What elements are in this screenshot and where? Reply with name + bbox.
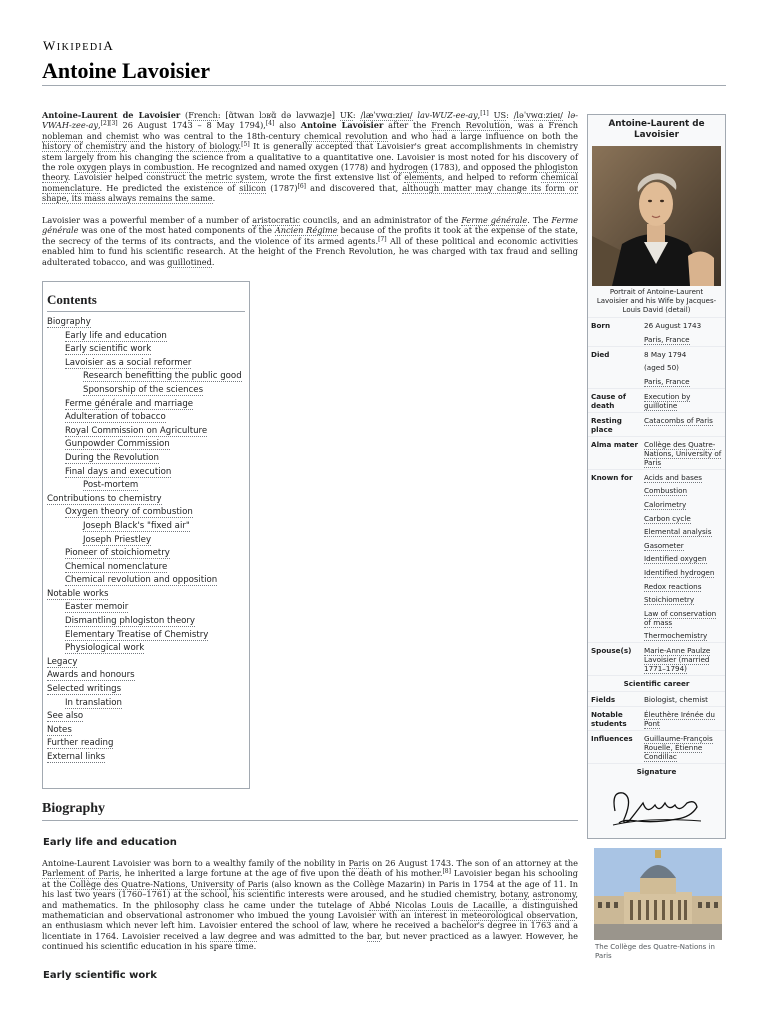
infobox-row (588, 412, 725, 436)
toc-item-label: Oxygen theory of combustion (65, 507, 193, 518)
infobox-link[interactable]: Calorimetry (644, 499, 687, 509)
text-run: : [ɑ̃twan lɔʁɑ̃ də lavwazje] (217, 110, 340, 120)
infobox-row (588, 706, 725, 730)
inline-link[interactable]: although matter may change its form or shape, its mass always remains the same (42, 182, 578, 204)
toc-item[interactable] (47, 534, 245, 548)
toc-item-label: Chemical revolution and opposition (65, 575, 218, 586)
infobox-link[interactable]: Carbon cycle (644, 513, 691, 523)
inline-link[interactable]: French (188, 110, 218, 120)
toc-item-label: Ferme générale and marriage (65, 398, 194, 409)
text-run: Lavoisier was a powerful member of a number of (42, 215, 253, 225)
text-run: who was central to the 18th-century (138, 130, 305, 141)
text-run: . He predicted the existence of (99, 182, 240, 193)
inline-link[interactable]: Abbé Nicolas Louis de Lacaille (369, 899, 506, 910)
toc-item[interactable] (47, 506, 245, 520)
toc-item-label: Adulteration of tobacco (65, 412, 166, 423)
citation-reference[interactable]: [5] (241, 141, 250, 149)
text-run: , but never practiced as a lawyer. However, he continued his scientific education in his spare time. (42, 930, 578, 952)
inline-link[interactable]: bar (366, 930, 381, 941)
text-run: and the (126, 141, 166, 152)
inline-link[interactable]: botany (500, 889, 528, 900)
text-run: . The (527, 215, 552, 225)
inline-link[interactable]: Ancien Régime (274, 225, 338, 236)
infobox-link[interactable]: Guillaume-François Rouelle, Étienne Condillac (644, 734, 713, 762)
section-divider (42, 820, 578, 821)
toc-item-label: Gunpowder Commission (65, 439, 170, 450)
text-run: All of these political and economic activities enabled him to fund his scientific research. At the height of the French Revolution, he was charged with tax fraud and selling adulterated tobacco, and was (42, 235, 578, 267)
toc-item[interactable] (47, 710, 245, 724)
wikipedia-wordmark[interactable]: WIKIPEDIA (43, 38, 115, 53)
infobox-label: Alma mater (591, 439, 639, 449)
infobox-link[interactable]: Law of conservation of mass (644, 608, 717, 627)
section-heading-biography: Biography (42, 801, 106, 816)
inline-link[interactable]: phlogiston theory (42, 162, 578, 183)
toc-item-label: Legacy (47, 656, 78, 667)
infobox-text: 26 August 1743 (644, 321, 702, 330)
toc-item-label: During the Revolution (65, 452, 159, 463)
toc-item-label: Awards and honours (47, 670, 135, 681)
text-run: . Lavoisier helped construct the (67, 172, 206, 183)
infobox-row (588, 469, 725, 643)
lead-paragraph-2 (42, 215, 578, 267)
text-run: , and mathematics. In the philosophy class he came under the tutelage of (42, 889, 578, 910)
toc-list (47, 316, 245, 765)
infobox-career-rows (588, 691, 725, 763)
infobox-value (644, 392, 722, 410)
toc-item[interactable] (47, 751, 245, 765)
inline-link[interactable]: silicon (239, 182, 267, 193)
infobox-row (588, 730, 725, 763)
infobox-link[interactable]: Paris, France (644, 376, 690, 386)
text-run: 26 August 1743 – 8 May 1794), (117, 120, 266, 131)
text-run: Lavoisier began his schooling at the (42, 868, 578, 889)
infobox-text: Biologist, chemist (644, 695, 708, 705)
subsection-heading-early-scientific-work: Early scientific work (43, 970, 157, 981)
toc-item[interactable] (47, 737, 245, 751)
infobox-link[interactable]: Identified hydrogen (644, 567, 715, 577)
text-run: , a distinguished mathematician and observational astronomer who imbued the young Lavoisier with an interest in (42, 899, 579, 921)
infobox-link[interactable]: Catacombs of Paris (644, 415, 713, 425)
toc-item[interactable] (47, 384, 245, 398)
text-run: (1783), and opposed the (428, 162, 535, 173)
text-run: . (211, 256, 215, 267)
toc-item[interactable] (47, 493, 245, 507)
infobox-link[interactable]: Acids and bases (644, 472, 703, 482)
infobox-text: 8 May 1794 (644, 349, 687, 359)
inline-link[interactable]: meteorological observation (461, 910, 576, 921)
text-run: . He recognized and named oxygen (1778) and (191, 162, 389, 173)
infobox-label: Born (591, 321, 611, 330)
toc-item-label: Elementary Treatise of Chemistry (65, 629, 209, 640)
toc-item-label: Joseph Priestley (83, 534, 152, 545)
title-divider (42, 85, 726, 86)
inline-link[interactable]: /læˈvwɑːzieɪ/ (360, 110, 413, 120)
text-run: . (212, 193, 216, 204)
toc-item-label: Sponsorship of the sciences (83, 384, 204, 395)
inline-link[interactable]: metric system (205, 172, 265, 183)
text-run: Ferme générale (42, 215, 578, 236)
toc-item[interactable] (47, 669, 245, 683)
page-title: Antoine Lavoisier (42, 58, 211, 83)
infobox (587, 114, 726, 839)
infobox-label: Spouse(s) (591, 646, 632, 656)
signature-image[interactable] (607, 781, 707, 827)
infobox-link[interactable]: Combustion (644, 486, 688, 496)
toc-item[interactable] (47, 398, 245, 412)
infobox-link[interactable]: Stoichiometry (644, 595, 695, 605)
infobox-career-heading: Scientific career (588, 675, 725, 691)
citation-reference[interactable]: [8] (442, 868, 451, 876)
inline-link[interactable]: elements (404, 172, 442, 183)
infobox-row (588, 388, 725, 412)
toc-item[interactable] (47, 438, 245, 452)
inline-link[interactable]: history of biology (165, 141, 239, 152)
infobox-link[interactable]: Éleuthère Irénée du Pont (644, 710, 715, 729)
college-image-caption: The Collège des Quatre-Nations in Paris (595, 943, 715, 960)
text-run (489, 110, 494, 120)
toc-item-label: Easter memoir (65, 602, 129, 613)
text-run: , (477, 110, 481, 120)
infobox-label: Died (591, 349, 610, 359)
text-run: (1787) (266, 182, 298, 193)
text-run: and (82, 130, 107, 141)
toc-title: Contents (47, 292, 245, 312)
toc-item[interactable] (47, 316, 245, 330)
text-run: and was admitted to the (257, 930, 367, 941)
toc-item[interactable] (47, 466, 245, 480)
toc-item[interactable] (47, 330, 245, 344)
infobox-link[interactable]: Thermochemistry (644, 631, 708, 641)
toc-item[interactable] (47, 574, 245, 588)
text-run: , was a French (510, 120, 578, 131)
toc-item-label: Early scientific work (65, 344, 152, 355)
toc-item-label: Lavoisier as a social reformer (65, 357, 192, 368)
text-run: Antoine Lavoisier (300, 120, 384, 131)
toc-item-label: Biography (47, 317, 91, 327)
toc-item[interactable] (47, 547, 245, 561)
inline-link[interactable]: hydrogen (388, 162, 429, 173)
text-run: plays in (106, 162, 144, 173)
infobox-value (644, 473, 722, 641)
toc-item-label: Dismantling phlogiston theory (65, 616, 195, 627)
toc-item-label: Chemical nomenclature (65, 561, 168, 572)
toc-item-label: Royal Commission on Agriculture (65, 425, 208, 436)
infobox-row (588, 436, 725, 469)
inline-link[interactable]: oxygen (76, 162, 107, 173)
toc-item[interactable] (47, 357, 245, 371)
toc-item-label: Joseph Black's "fixed air" (83, 520, 190, 531)
college-quatre-nations-image[interactable] (594, 848, 722, 940)
inline-link[interactable]: Ferme générale (461, 215, 528, 225)
toc-item[interactable] (47, 370, 245, 384)
infobox-value (644, 440, 722, 467)
toc-item[interactable] (47, 642, 245, 656)
infobox-value (644, 416, 722, 434)
toc-item-label: Pioneer of stoichiometry (65, 548, 170, 559)
inline-link[interactable]: chemical nomenclature (42, 172, 578, 193)
inline-link[interactable]: chemist (106, 130, 139, 141)
infobox-value (644, 734, 722, 761)
infobox-label: Cause of death (591, 391, 626, 410)
toc-item[interactable] (47, 588, 245, 602)
toc-item-label: Contributions to chemistry (47, 493, 162, 504)
text-run: after the (383, 120, 432, 131)
text-run: was one of the most hated components of the (78, 225, 275, 236)
infobox-label: Fields (591, 695, 616, 705)
early-life-paragraph (42, 858, 578, 952)
toc-item-label: Selected writings (47, 684, 122, 695)
subsection-heading-early-life: Early life and education (43, 837, 177, 848)
inline-link[interactable]: /ləˈvwɑːzieɪ/ (513, 110, 563, 120)
text-run: : (506, 110, 514, 120)
toc-item-label: Post-mortem (83, 480, 139, 491)
citation-reference[interactable]: [7] (378, 235, 387, 243)
inline-link[interactable]: chemical revolution (304, 130, 388, 141)
text-run: , he inherited a large fortune at the age of five upon the death of his mother. (119, 868, 443, 879)
infobox-label: Influences (591, 734, 633, 744)
infobox-row (588, 691, 725, 706)
text-run: also (274, 120, 301, 131)
text-run: It is generally accepted that Lavoisier's great accomplishments in chemistry stem largely from his changing the science from a qualitative to a quantitative one. Lavoisier is most noted for his discovery of the role (42, 141, 578, 173)
toc-item[interactable] (47, 683, 245, 697)
toc-item[interactable] (47, 343, 245, 357)
infobox-link[interactable]: Marie-Anne Paulze Lavoisier (married 1771–1794) (644, 646, 711, 674)
toc-item[interactable] (47, 425, 245, 439)
portrait-image[interactable] (592, 146, 721, 286)
toc-item[interactable] (47, 452, 245, 466)
inline-link[interactable]: UK (339, 110, 353, 120)
infobox-link[interactable]: Paris, France (644, 334, 690, 344)
text-run: and discovered that, (306, 182, 403, 193)
infobox-link[interactable]: Gasometer (644, 540, 684, 550)
inline-link[interactable]: nobleman (42, 130, 83, 141)
toc-item[interactable] (47, 656, 245, 670)
toc-item[interactable] (47, 479, 245, 493)
citation-reference[interactable]: [6] (297, 182, 307, 190)
infobox-label: Resting place (591, 415, 622, 434)
text-run: ( (180, 110, 189, 120)
infobox-link[interactable]: Collège des Quatre-Nations, University of Paris (644, 439, 722, 467)
infobox-value (644, 350, 722, 386)
lead-paragraph-1 (42, 110, 578, 204)
text-run: , and helped to reform (441, 172, 541, 183)
infobox-link[interactable]: Identified oxygen (644, 554, 707, 564)
text-run: , (527, 889, 533, 900)
infobox-label: Notable students (591, 710, 627, 729)
portrait-caption: Portrait of Antoine-Laurent Lavoisier and his Wife by Jacques-Louis David (detail) (596, 288, 717, 314)
toc-item-label: Further reading (47, 738, 114, 749)
inline-link[interactable]: Parlement of Paris (42, 868, 120, 879)
toc-item-label: Physiological work (65, 643, 145, 654)
text-run: on 26 August 1743. The son of an attorney at the (369, 858, 579, 868)
inline-link[interactable]: astronomy (532, 889, 576, 900)
infobox-value (644, 695, 722, 704)
text-run: councils, and an administrator of the (299, 215, 462, 225)
toc-item[interactable] (47, 615, 245, 629)
text-run: , an enthusiasm which never left him. Lavoisier entered the school of law, where he received a bachelor's degree in 1763 and a licentiate in 1764. Lavoisier received a (42, 910, 578, 941)
text-run: : (352, 110, 361, 120)
text-run: lə-VWAH-zee-ay (42, 110, 579, 131)
text-run: Antoine-Laurent de Lavoisier (42, 110, 181, 120)
text-run: and who had a large influence on both the (387, 130, 578, 141)
infobox-value (644, 321, 722, 344)
infobox-title: Antoine-Laurent de Lavoisier (608, 119, 705, 140)
infobox-label: Known for (591, 472, 633, 482)
infobox-link[interactable]: Redox reactions (644, 581, 702, 591)
infobox-rows (588, 317, 725, 675)
inline-link[interactable]: Collège des Quatre-Nations, University of Paris (69, 878, 269, 889)
infobox-row (588, 346, 725, 388)
inline-link[interactable]: law degree (210, 930, 257, 941)
inline-link[interactable]: combustion (143, 162, 192, 173)
infobox-value (644, 646, 722, 673)
inline-link[interactable]: history of chemistry (42, 141, 127, 152)
inline-link[interactable]: aristocratic (252, 215, 300, 225)
toc-item[interactable] (47, 629, 245, 643)
toc-item-label: Early life and education (65, 330, 167, 341)
infobox-value (644, 710, 722, 728)
inline-link[interactable]: Paris (348, 858, 370, 868)
inline-link[interactable]: US (493, 110, 507, 120)
infobox-row (588, 642, 725, 675)
text-run: lav-WUZ-ee-ay (417, 110, 478, 120)
text-run: . (238, 141, 242, 152)
table-of-contents (42, 281, 250, 789)
citation-reference[interactable]: [1] (480, 110, 489, 117)
toc-item-label: Final days and execution (65, 466, 172, 477)
infobox-link[interactable]: Elemental analysis (644, 527, 712, 537)
inline-link[interactable]: French Revolution (431, 120, 511, 131)
text-run: because of the profits it took at the expense of the state, the secrecy of the terms of its contracts, and the violence of its armed agents. (42, 225, 579, 246)
citation-reference[interactable]: [2][3] (100, 120, 118, 128)
text-run: , (98, 120, 101, 131)
toc-item-label: See also (47, 711, 84, 722)
text-run: , wrote the first extensive list of (264, 172, 405, 183)
citation-reference[interactable]: [4] (265, 120, 275, 128)
toc-item[interactable] (47, 601, 245, 615)
toc-item-label: External links (47, 752, 106, 762)
toc-item[interactable] (47, 697, 245, 711)
toc-item[interactable] (47, 561, 245, 575)
toc-item[interactable] (47, 520, 245, 534)
inline-link[interactable]: guillotined (167, 256, 212, 267)
toc-item-label: Notes (47, 724, 72, 735)
toc-item-label: In translation (65, 697, 122, 708)
text-run: Antoine-Laurent Lavoisier was born to a wealthy family of the nobility in (42, 858, 349, 868)
toc-item-label: Research benefitting the public good (83, 371, 242, 382)
text-run: (also known as the Collège Mazarin) in Paris in 1754 at the age of 11. In his last two years (1760–1761) at the school, his scientific interests were aroused, and he studied chemistry, (42, 878, 578, 900)
toc-item[interactable] (47, 411, 245, 425)
toc-item[interactable] (47, 724, 245, 738)
infobox-text: (aged 50) (644, 363, 679, 373)
infobox-row (588, 317, 725, 346)
infobox-link[interactable]: Execution by guillotine (644, 391, 691, 410)
toc-item-label: Notable works (47, 588, 109, 599)
infobox-signature-heading: Signature (588, 763, 725, 779)
